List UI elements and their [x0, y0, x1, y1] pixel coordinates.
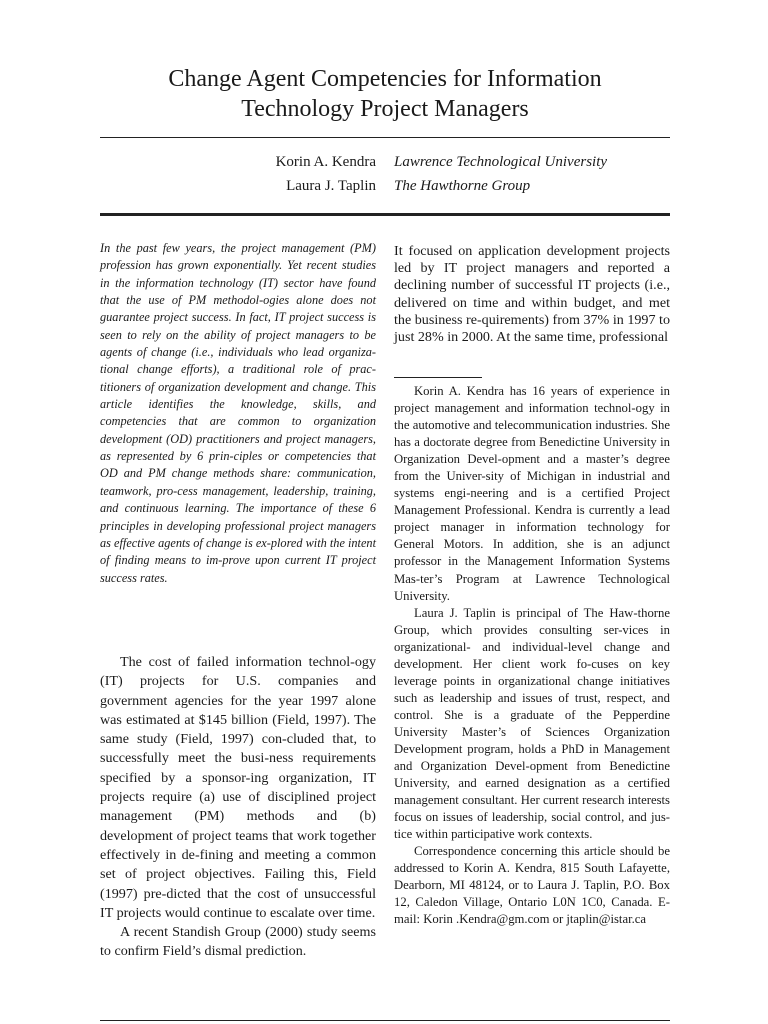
title-line-1: Change Agent Competencies for Information [168, 66, 602, 92]
header-divider [100, 213, 670, 216]
author-affiliation: The Hawthorne Group [394, 178, 531, 194]
body-paragraph: It focused on application development projects led by IT project managers and reported a declining number of successful IT projects (i.e., delivered on time and within budget, and met the business re-quirements) from 37% in 1997 to just 28% in 2000. At the same time, professional [394, 243, 670, 346]
author-row-1 [100, 151, 670, 173]
abstract [100, 240, 376, 587]
page-bottom-rule [100, 1020, 670, 1021]
body-left-column [100, 653, 376, 962]
body-right-column [394, 243, 670, 346]
author-note-taplin: Laura J. Taplin is principal of The Haw-thorne Group, which provides consulting ser-vices in organizational- and individual-level change and development. Her client work fo-cuses on key leverage points in organizational change initiatives such as leadership and issues of trust, respect, and control. She is a graduate of the Pepperdine University Master’s of Sciences Organization Development program, holds a PhD in Management and Organization Devel-opment from Benedictine University, and earned designation as a certified management consultant. Her current research interests focus on issues of leadership, social control, and jus-tice within participative work contexts. [394, 605, 670, 842]
body-paragraph: A recent Standish Group (2000) study seems to confirm Field’s dismal prediction. [100, 924, 376, 960]
title-divider [100, 137, 670, 138]
author-name: Laura J. Taplin [286, 178, 376, 194]
author-affiliation: Lawrence Technological University [394, 154, 608, 170]
abstract-text: In the past few years, the project management (PM) profession has grown exponentially. Yet recent studies in the information technology (IT) sector have found that the use of PM methodol-ogies alone does not guarantee project success. In fact, IT project success is seen to rely on the ability of project managers to be agents of change (i.e., individuals who lead organiza-tional change efforts), a traditional role of prac-titioners of organization development and change. This article identifies the knowledge, skills, and competencies that are common to organization development (OD) practitioners and project managers, as represented by 6 prin-ciples or competencies that OD and PM change methods share: communication, teamwork, pro-cess management, leadership, training, and continuous learning. The importance of these 6 principles in developing professional project managers as effective agents of change is ex-plored with the intent of finding means to im-prove upon current IT project success rates. [100, 241, 376, 585]
footnote-divider [394, 377, 482, 378]
author-row-2 [100, 175, 670, 197]
author-name: Korin A. Kendra [275, 154, 376, 170]
author-notes [394, 383, 670, 929]
title-line-2: Technology Project Managers [241, 96, 529, 122]
author-note-kendra: Korin A. Kendra has 16 years of experience in project management and information technol-ogy in the automotive and telecommunication industries. She has a doctorate degree from Benedictine University in Organization Devel-opment and a master’s degree from the Univer-sity of Michigan in industrial and systems engi-neering and is a certified Project Management Professional. Kendra is currently a lead project manager in information technology for General Motors. In addition, she is an adjunct professor in the Management Information Systems Mas-ter’s Program at Lawrence Technological University. [394, 384, 670, 603]
body-paragraph: The cost of failed information technol-ogy (IT) projects for U.S. companies and government agencies for the year 1997 alone was estimated at $145 billion (Field, 1997). The same study (Field, 1997) con-cluded that, to successfully meet the busi-ness requirements specified by a sponsor-ing organization, IT projects require (a) use of disciplined project management (PM) methods and (b) development of project teams that work together effectively in de-fining and meeting a common set of project objectives. Failing this, Field (1997) pre-dicted that the cost of unsuccessful IT projects would continue to escalate over time. [100, 654, 376, 921]
paper-title [100, 64, 670, 124]
correspondence-note: Correspondence concerning this article should be addressed to Korin A. Kendra, 815 South Lafayette, Dearborn, MI 48124, or to Laura J. Taplin, P.O. Box 12, Caledon Village, Ontario L0N 1C0, Canada. E-mail: Korin .Kendra@gm.com or jtaplin@istar.ca [394, 844, 670, 927]
